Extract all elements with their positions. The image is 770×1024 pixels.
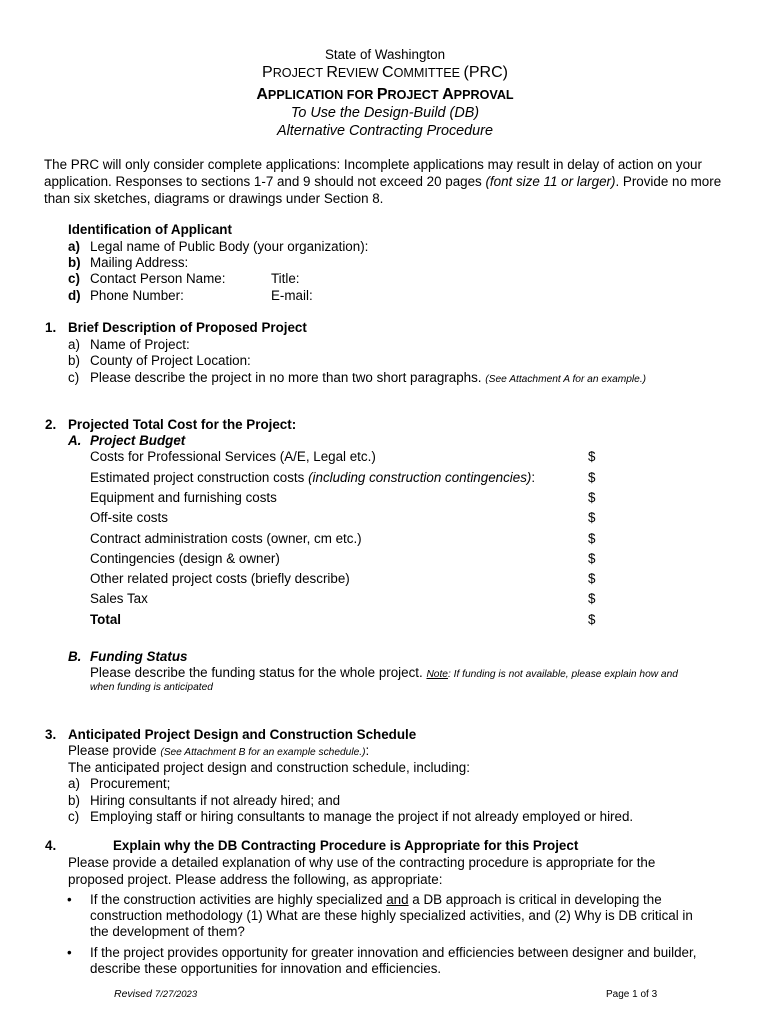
section-1-item-c: c) Please describe the project in no more than two short paragraphs. (See Attachment A for an example.) — [68, 370, 647, 385]
section-1-heading: 1. Brief Description of Proposed Project — [45, 320, 307, 335]
cost-row-contingencies: Contingencies (design & owner) — [90, 551, 280, 566]
intro-paragraph: The PRC will only consider complete applications: Incomplete applications may result in delay of action on your application. Responses to sections 1-7 and 9 should not exceed 20 pages (font size 11 or larger). Provide no more than six sketches, diagrams or drawings under Section 8. — [44, 157, 722, 206]
section-3-item-a: a) Procurement; — [68, 776, 171, 791]
section-4-heading: Explain why the DB Contracting Procedure is Appropriate for this Project — [113, 838, 579, 853]
section-4-bullet-1-line-3: the development of them? — [90, 924, 245, 939]
cost-dollar-equipment: $ — [588, 490, 596, 505]
footer-revised: Revised 7/27/2023 — [114, 988, 198, 1000]
title-field-label: Title: — [271, 271, 300, 286]
section-4-bullet-2-line-1: If the project provides opportunity for greater innovation and efficiencies between designer and builder, — [90, 945, 697, 960]
section-4-bullet-1-line-1: If the construction activities are highly specialized and a DB approach is critical in developing the — [90, 892, 662, 907]
cost-dollar-other: $ — [588, 571, 596, 586]
funding-status-note: when funding is anticipated — [90, 682, 213, 693]
section-3-item-c: c) Employing staff or hiring consultants to manage the project if not already employed or hired. — [68, 809, 634, 824]
section-3-heading: 3. Anticipated Project Design and Construction Schedule — [45, 727, 417, 742]
bullet-icon: • — [67, 892, 72, 907]
section-3-item-b: b) Hiring consultants if not already hired; and — [68, 793, 341, 808]
cost-row-offsite: Off-site costs — [90, 510, 168, 525]
identification-item-c: c) Contact Person Name: — [68, 271, 226, 286]
section-3-intro: The anticipated project design and construction schedule, including: — [68, 760, 470, 775]
cost-row-sales-tax: Sales Tax — [90, 591, 148, 606]
cost-row-equipment: Equipment and furnishing costs — [90, 490, 277, 505]
subtitle-procedure: Alternative Contracting Procedure — [277, 123, 493, 139]
cost-dollar-professional: $ — [588, 449, 596, 464]
section-1-item-a: a) Name of Project: — [68, 337, 190, 352]
cost-row-other: Other related project costs (briefly describe) — [90, 571, 350, 586]
section-4-text-line-2: proposed project. Please address the following, as appropriate: — [68, 872, 443, 887]
section-4-bullet-2-line-2: describe these opportunities for innovation and efficiencies. — [90, 961, 442, 976]
project-budget-heading: A. Project Budget — [68, 433, 186, 448]
identification-heading: Identification of Applicant — [68, 222, 232, 237]
application-title: APPLICATION FOR PROJECT APPROVAL — [256, 86, 514, 103]
section-2-heading: 2. Projected Total Cost for the Project: — [45, 417, 297, 432]
cost-dollar-offsite: $ — [588, 510, 596, 525]
cost-dollar-contingencies: $ — [588, 551, 596, 566]
cost-dollar-contract-admin: $ — [588, 531, 596, 546]
section-4-text-line-1: Please provide a detailed explanation of why use of the contracting procedure is appropriate for the — [68, 855, 656, 870]
cost-row-construction: Estimated project construction costs (including construction contingencies): — [90, 470, 536, 485]
cost-row-contract-admin: Contract administration costs (owner, cm etc.) — [90, 531, 362, 546]
section-4-number: 4. — [45, 838, 57, 853]
section-1-item-b: b) County of Project Location: — [68, 353, 251, 368]
funding-status-heading: B. Funding Status — [68, 649, 188, 664]
state-name: State of Washington — [324, 47, 446, 62]
section-4-bullet-1-line-2: construction methodology (1) What are these highly specialized activities, and (2) Why is DB critical in — [90, 908, 693, 923]
cost-row-professional: Costs for Professional Services (A/E, Legal etc.) — [90, 449, 376, 464]
bullet-icon: • — [67, 945, 72, 960]
identification-item-a: a) Legal name of Public Body (your organization): — [68, 239, 369, 254]
email-field-label: E-mail: — [271, 288, 313, 303]
subtitle-design-build: To Use the Design-Build (DB) — [290, 105, 480, 121]
identification-item-d: d) Phone Number: — [68, 288, 184, 303]
cost-dollar-total: $ — [588, 612, 596, 627]
committee-title: PROJECT REVIEW COMMITTEE (PRC) — [262, 64, 508, 81]
cost-dollar-construction: $ — [588, 470, 596, 485]
funding-status-text: Please describe the funding status for the whole project. Note: If funding is not available, please explain how and — [90, 665, 678, 680]
identification-item-b: b) Mailing Address: — [68, 255, 189, 270]
cost-row-total: Total — [90, 612, 121, 627]
section-3-provide: Please provide (See Attachment B for an example schedule.): — [68, 743, 370, 758]
footer-page-number: Page 1 of 3 — [606, 989, 658, 1000]
cost-dollar-sales-tax: $ — [588, 591, 596, 606]
